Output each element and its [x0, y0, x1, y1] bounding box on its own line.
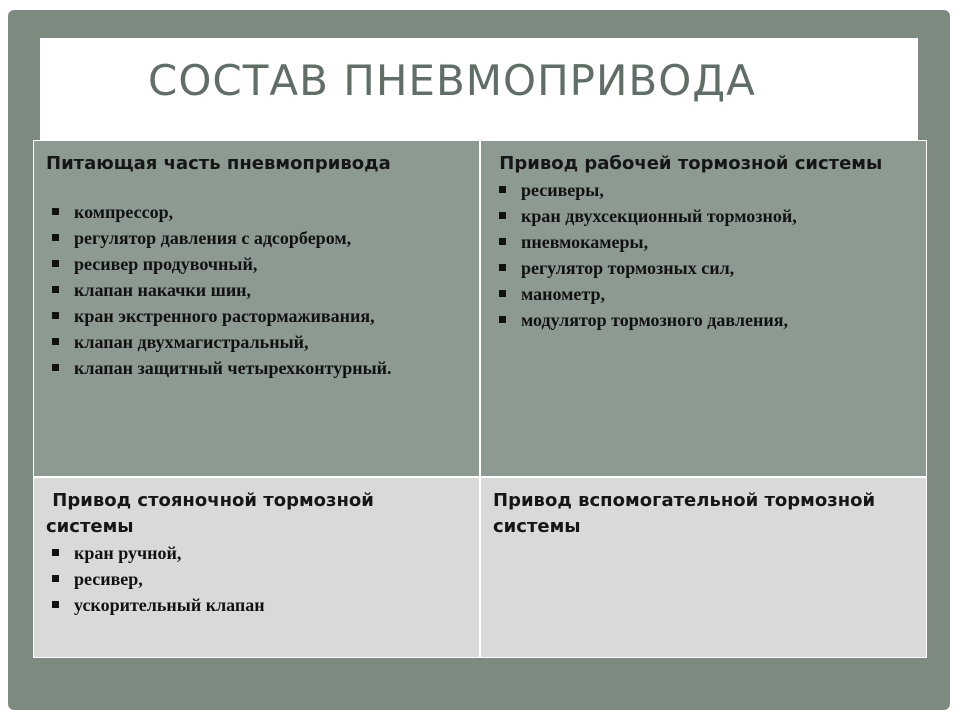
- list-item: [46, 329, 467, 355]
- square-bullet-icon: [52, 208, 59, 215]
- list-item: [46, 251, 467, 277]
- list-item: [46, 355, 467, 381]
- cell-heading: Привод рабочей тормозной системы: [493, 153, 883, 174]
- square-bullet-icon: [52, 312, 59, 319]
- cell-parking-brake: [34, 478, 479, 657]
- square-bullet-icon: [52, 260, 59, 267]
- item-text: кран двухсекционный тормозной,: [521, 206, 797, 226]
- square-bullet-icon: [499, 316, 506, 323]
- composition-table: [33, 140, 927, 658]
- cell-heading: Привод стояночной тормозной системы: [46, 490, 381, 537]
- item-list: [46, 540, 467, 618]
- list-item: [46, 540, 467, 566]
- list-item: [493, 307, 914, 333]
- square-bullet-icon: [52, 549, 59, 556]
- list-item: [493, 177, 914, 203]
- square-bullet-icon: [52, 601, 59, 608]
- item-text: компрессор,: [74, 202, 174, 222]
- list-item: [493, 229, 914, 255]
- cell-heading: Привод вспомогательной тормозной системы: [493, 490, 882, 537]
- item-text: манометр,: [521, 284, 605, 304]
- cell-auxiliary-brake: [481, 478, 926, 657]
- item-text: пневмокамеры,: [521, 232, 649, 252]
- list-item: [46, 225, 467, 251]
- item-text: ресивер,: [74, 569, 143, 589]
- list-item: [493, 281, 914, 307]
- square-bullet-icon: [52, 364, 59, 371]
- square-bullet-icon: [52, 575, 59, 582]
- item-text: клапан двухмагистральный,: [74, 332, 309, 352]
- square-bullet-icon: [499, 212, 506, 219]
- square-bullet-icon: [52, 286, 59, 293]
- list-item: [493, 255, 914, 281]
- item-text: ресивер продувочный,: [74, 254, 258, 274]
- list-item: [493, 203, 914, 229]
- cell-supply-part: [34, 141, 479, 476]
- item-list: [493, 177, 914, 333]
- square-bullet-icon: [52, 338, 59, 345]
- item-text: ускорительный клапан: [74, 595, 265, 615]
- slide-title: СОСТАВ ПНЕВМОПРИВОДА: [148, 56, 756, 105]
- list-item: [46, 592, 467, 618]
- cell-service-brake: [481, 141, 926, 476]
- item-text: ресиверы,: [521, 180, 604, 200]
- item-text: клапан накачки шин,: [74, 280, 252, 300]
- item-text: кран экстренного растормаживания,: [74, 306, 375, 326]
- square-bullet-icon: [52, 234, 59, 241]
- list-item: [46, 303, 467, 329]
- cell-heading: Питающая часть пневмопривода: [46, 153, 391, 174]
- square-bullet-icon: [499, 238, 506, 245]
- square-bullet-icon: [499, 186, 506, 193]
- item-text: клапан защитный четырехконтурный.: [74, 358, 392, 378]
- square-bullet-icon: [499, 290, 506, 297]
- list-item: [46, 199, 467, 225]
- list-item: [46, 566, 467, 592]
- item-text: кран ручной,: [74, 543, 182, 563]
- item-list: [46, 199, 467, 381]
- item-text: модулятор тормозного давления,: [521, 310, 788, 330]
- list-item: [46, 277, 467, 303]
- item-text: регулятор давления с адсорбером,: [74, 228, 352, 248]
- item-text: регулятор тормозных сил,: [521, 258, 735, 278]
- square-bullet-icon: [499, 264, 506, 271]
